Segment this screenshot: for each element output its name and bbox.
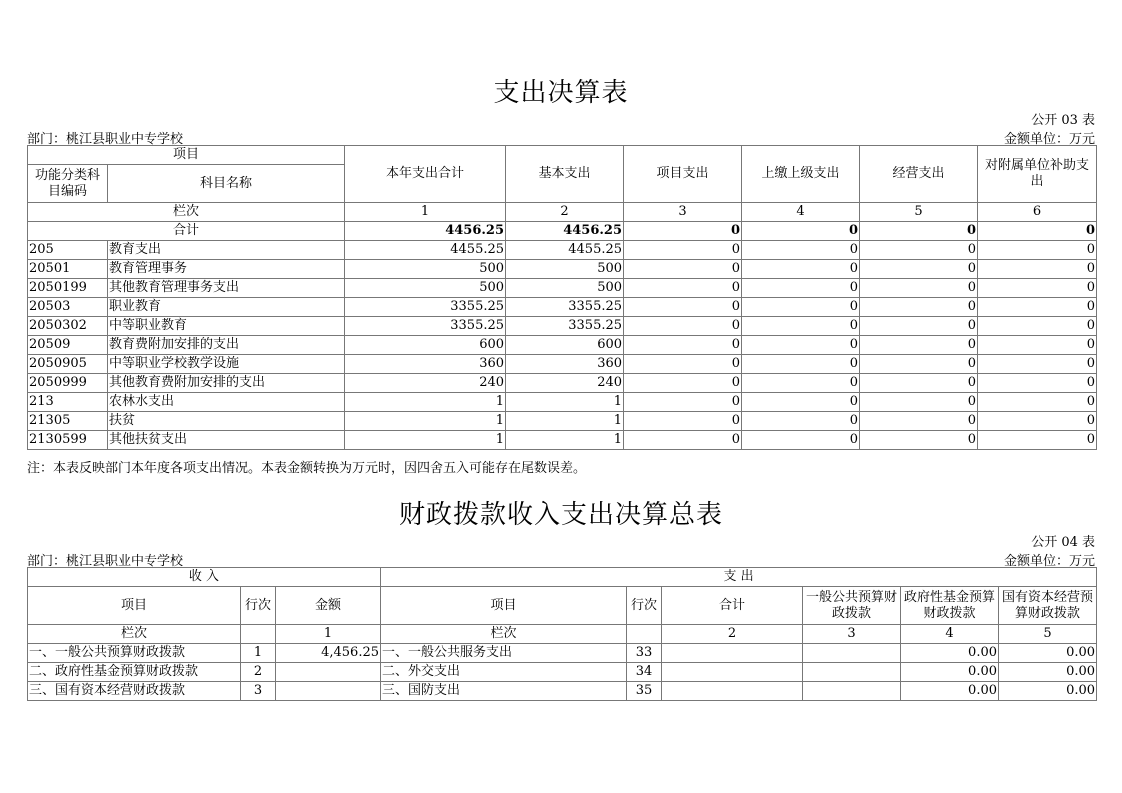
table2-unit: 金额单位：万元 [1003, 554, 1095, 569]
upper-expense: 0 [742, 298, 860, 317]
project-expense: 0 [624, 336, 742, 355]
column-index: 6 [978, 203, 1097, 222]
project-expense: 0 [624, 374, 742, 393]
basic-expense: 240 [506, 374, 624, 393]
income-amount: 4,456.25 [276, 644, 381, 663]
project-expense: 0 [624, 279, 742, 298]
subject-code: 205 [28, 241, 108, 260]
upper-expense: 0 [742, 317, 860, 336]
column-index: 3 [803, 625, 901, 644]
column-index: 5 [999, 625, 1097, 644]
header-upper: 上缴上级支出 [742, 146, 860, 203]
subsidy-expense: 0 [978, 393, 1097, 412]
expense-total [662, 682, 803, 701]
expense-item: 一、一般公共服务支出 [381, 644, 627, 663]
upper-expense: 0 [742, 412, 860, 431]
blank-cell [627, 625, 662, 644]
header-basic: 基本支出 [506, 146, 624, 203]
total-expense: 240 [345, 374, 506, 393]
expense-item: 二、外交支出 [381, 663, 627, 682]
table-row [28, 317, 1097, 336]
table-row [28, 431, 1097, 450]
expense-total [662, 644, 803, 663]
general-budget [803, 682, 901, 701]
basic-expense: 360 [506, 355, 624, 374]
sum-project: 0 [624, 222, 742, 241]
table-row [28, 374, 1097, 393]
income-amount [276, 682, 381, 701]
table1-department: 部门：桃江县职业中专学校 [27, 132, 184, 147]
basic-expense: 3355.25 [506, 317, 624, 336]
table-row [28, 663, 1097, 682]
basic-expense: 1 [506, 393, 624, 412]
income-amount [276, 663, 381, 682]
operation-expense: 0 [860, 260, 978, 279]
sum-basic: 4456.25 [506, 222, 624, 241]
fund-budget: 0.00 [901, 663, 999, 682]
operation-expense: 0 [860, 279, 978, 298]
operation-expense: 0 [860, 355, 978, 374]
header-subsidy: 对附属单位补助支出 [978, 146, 1097, 203]
table2-title: 财政拨款收入支出决算总表 [398, 500, 723, 530]
basic-expense: 3355.25 [506, 298, 624, 317]
table1-code: 公开 03 表 [1031, 113, 1095, 128]
income-rowno: 2 [241, 663, 276, 682]
table1-unit: 金额单位：万元 [1003, 132, 1095, 147]
sum-label: 合计 [28, 222, 345, 241]
subject-code: 213 [28, 393, 108, 412]
subsidy-expense: 0 [978, 374, 1097, 393]
income-item: 一、一般公共预算财政拨款 [28, 644, 241, 663]
general-budget [803, 644, 901, 663]
project-expense: 0 [624, 431, 742, 450]
header-income-item: 项目 [28, 587, 241, 625]
header-func-code: 功能分类科目编码 [28, 165, 108, 203]
total-expense: 1 [345, 412, 506, 431]
basic-expense: 4455.25 [506, 241, 624, 260]
basic-expense: 600 [506, 336, 624, 355]
basic-expense: 1 [506, 412, 624, 431]
upper-expense: 0 [742, 260, 860, 279]
header-expense-item: 项目 [381, 587, 627, 625]
column-index-label: 栏次 [28, 203, 345, 222]
header-item: 项目 [28, 146, 345, 165]
total-expense: 3355.25 [345, 298, 506, 317]
total-expense: 1 [345, 431, 506, 450]
total-expense: 4455.25 [345, 241, 506, 260]
income-rowno: 3 [241, 682, 276, 701]
column-index: 1 [345, 203, 506, 222]
sum-total: 4456.25 [345, 222, 506, 241]
header-expense-rowno: 行次 [627, 587, 662, 625]
sum-subsidy: 0 [978, 222, 1097, 241]
general-budget [803, 663, 901, 682]
basic-expense: 500 [506, 260, 624, 279]
state-capital: 0.00 [999, 644, 1097, 663]
header-income-amount: 金额 [276, 587, 381, 625]
subject-name: 教育支出 [108, 241, 345, 260]
table1-title: 支出决算表 [493, 78, 629, 108]
appropriation-table [27, 567, 1097, 701]
operation-expense: 0 [860, 412, 978, 431]
subject-code: 20509 [28, 336, 108, 355]
basic-expense: 500 [506, 279, 624, 298]
header-fund-budget: 政府性基金预算财政拨款 [901, 587, 999, 625]
subsidy-expense: 0 [978, 298, 1097, 317]
project-expense: 0 [624, 241, 742, 260]
subject-code: 2050302 [28, 317, 108, 336]
table-row [28, 412, 1097, 431]
sum-row [28, 222, 1097, 241]
total-expense: 3355.25 [345, 317, 506, 336]
header-total: 本年支出合计 [345, 146, 506, 203]
upper-expense: 0 [742, 374, 860, 393]
table-row [28, 260, 1097, 279]
column-index-label: 栏次 [381, 625, 627, 644]
subject-name: 教育费附加安排的支出 [108, 336, 345, 355]
blank-cell [241, 625, 276, 644]
expense-rowno: 33 [627, 644, 662, 663]
header-name: 科目名称 [108, 165, 345, 203]
header-state-capital: 国有资本经营预算财政拨款 [999, 587, 1097, 625]
sum-upper: 0 [742, 222, 860, 241]
header-operation: 经营支出 [860, 146, 978, 203]
column-index-label: 栏次 [28, 625, 241, 644]
total-expense: 500 [345, 279, 506, 298]
subsidy-expense: 0 [978, 279, 1097, 298]
expense-rowno: 34 [627, 663, 662, 682]
upper-expense: 0 [742, 336, 860, 355]
subject-code: 2130599 [28, 431, 108, 450]
subsidy-expense: 0 [978, 241, 1097, 260]
fund-budget: 0.00 [901, 682, 999, 701]
table-row [28, 298, 1097, 317]
project-expense: 0 [624, 317, 742, 336]
fund-budget: 0.00 [901, 644, 999, 663]
subject-code: 2050999 [28, 374, 108, 393]
subject-name: 教育管理事务 [108, 260, 345, 279]
header-general-budget: 一般公共预算财政拨款 [803, 587, 901, 625]
project-expense: 0 [624, 412, 742, 431]
total-expense: 1 [345, 393, 506, 412]
expense-item: 三、国防支出 [381, 682, 627, 701]
operation-expense: 0 [860, 336, 978, 355]
income-rowno: 1 [241, 644, 276, 663]
header-expense-total: 合计 [662, 587, 803, 625]
subsidy-expense: 0 [978, 355, 1097, 374]
operation-expense: 0 [860, 374, 978, 393]
state-capital: 0.00 [999, 682, 1097, 701]
subject-name: 农林水支出 [108, 393, 345, 412]
column-index: 4 [742, 203, 860, 222]
column-index: 2 [506, 203, 624, 222]
project-expense: 0 [624, 355, 742, 374]
subject-code: 20503 [28, 298, 108, 317]
operation-expense: 0 [860, 317, 978, 336]
table-row [28, 644, 1097, 663]
table-row [28, 682, 1097, 701]
table-row [28, 336, 1097, 355]
project-expense: 0 [624, 298, 742, 317]
table-row [28, 355, 1097, 374]
subject-code: 2050199 [28, 279, 108, 298]
subject-name: 中等职业教育 [108, 317, 345, 336]
subject-name: 扶贫 [108, 412, 345, 431]
column-index: 4 [901, 625, 999, 644]
column-index: 1 [276, 625, 381, 644]
subsidy-expense: 0 [978, 336, 1097, 355]
header-project: 项目支出 [624, 146, 742, 203]
header-income-rowno: 行次 [241, 587, 276, 625]
operation-expense: 0 [860, 431, 978, 450]
upper-expense: 0 [742, 393, 860, 412]
sum-operation: 0 [860, 222, 978, 241]
header-expense: 支 出 [381, 568, 1097, 587]
expense-rowno: 35 [627, 682, 662, 701]
subject-code: 2050905 [28, 355, 108, 374]
operation-expense: 0 [860, 298, 978, 317]
total-expense: 600 [345, 336, 506, 355]
column-index: 2 [662, 625, 803, 644]
subsidy-expense: 0 [978, 317, 1097, 336]
upper-expense: 0 [742, 241, 860, 260]
table-row [28, 279, 1097, 298]
subsidy-expense: 0 [978, 260, 1097, 279]
table1-note: 注：本表反映部门本年度各项支出情况。本表金额转换为万元时，因四舍五入可能存在尾数误差。 [27, 461, 587, 476]
table-row [28, 393, 1097, 412]
operation-expense: 0 [860, 241, 978, 260]
upper-expense: 0 [742, 431, 860, 450]
column-index: 3 [624, 203, 742, 222]
total-expense: 500 [345, 260, 506, 279]
total-expense: 360 [345, 355, 506, 374]
expense-total [662, 663, 803, 682]
state-capital: 0.00 [999, 663, 1097, 682]
subsidy-expense: 0 [978, 412, 1097, 431]
subject-name: 职业教育 [108, 298, 345, 317]
expenditure-table [27, 145, 1097, 450]
subject-name: 其他教育费附加安排的支出 [108, 374, 345, 393]
project-expense: 0 [624, 260, 742, 279]
upper-expense: 0 [742, 279, 860, 298]
subject-name: 中等职业学校教学设施 [108, 355, 345, 374]
operation-expense: 0 [860, 393, 978, 412]
project-expense: 0 [624, 393, 742, 412]
subject-name: 其他教育管理事务支出 [108, 279, 345, 298]
subject-code: 21305 [28, 412, 108, 431]
income-item: 二、政府性基金预算财政拨款 [28, 663, 241, 682]
table2-code: 公开 04 表 [1031, 535, 1095, 550]
header-income: 收 入 [28, 568, 381, 587]
subsidy-expense: 0 [978, 431, 1097, 450]
column-index: 5 [860, 203, 978, 222]
income-item: 三、国有资本经营财政拨款 [28, 682, 241, 701]
subject-code: 20501 [28, 260, 108, 279]
upper-expense: 0 [742, 355, 860, 374]
subject-name: 其他扶贫支出 [108, 431, 345, 450]
basic-expense: 1 [506, 431, 624, 450]
table-row [28, 241, 1097, 260]
table2-department: 部门：桃江县职业中专学校 [27, 554, 184, 569]
